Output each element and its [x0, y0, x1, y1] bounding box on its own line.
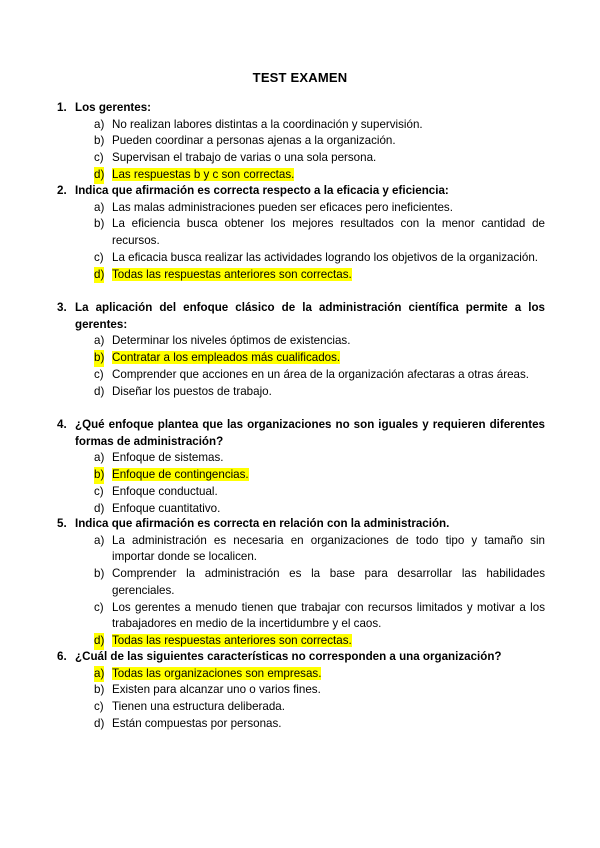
- option-list: [57, 666, 545, 733]
- option-item: [94, 566, 545, 599]
- option-letter: d): [94, 633, 104, 650]
- option-text: Contratar a los empleados más cualificados.: [112, 351, 341, 365]
- option-item: [94, 682, 545, 699]
- option-letter: a): [94, 666, 104, 683]
- option-item: [94, 200, 545, 217]
- option-text: La eficacia busca realizar las actividades logrando los objetivos de la organización.: [112, 250, 538, 264]
- option-item: [94, 367, 545, 384]
- option-item: [94, 250, 545, 267]
- option-item: [94, 501, 545, 518]
- option-item: [94, 333, 545, 350]
- option-text: Existen para alcanzar uno o varios fines.: [112, 683, 321, 697]
- question-number: 3.: [57, 301, 67, 314]
- option-list: [57, 200, 545, 284]
- option-item: [94, 216, 545, 249]
- question-number: 4.: [57, 418, 67, 431]
- option-item-highlighted: [94, 467, 545, 484]
- question-4: [57, 417, 545, 517]
- option-text: Comprender la administración es la base para desarrollar las habilidades gerenciales.: [112, 567, 545, 597]
- option-text: Los gerentes a menudo tienen que trabajar con recursos limitados y motivar a los trabajadores en medio de la incertidumbre y el caos.: [112, 600, 545, 631]
- option-letter: d): [94, 267, 104, 284]
- option-letter: b): [94, 134, 105, 148]
- option-letter: c): [94, 367, 104, 381]
- option-text: Todas las organizaciones son empresas.: [112, 666, 322, 680]
- option-letter: b): [94, 217, 105, 231]
- option-item: [94, 716, 545, 733]
- option-letter: a): [94, 533, 105, 547]
- option-text: Enfoque cuantitativo.: [112, 501, 221, 515]
- option-text: Las respuestas b y c son correctas.: [112, 167, 295, 181]
- question-text: La aplicación del enfoque clásico de la administración científica permite a los gerentes:: [75, 301, 545, 331]
- option-text: No realizan labores distintas a la coordinación y supervisión.: [112, 117, 423, 131]
- option-list: [57, 533, 545, 650]
- option-letter: c): [94, 700, 104, 714]
- option-letter: a): [94, 200, 105, 214]
- option-item-highlighted: [94, 167, 545, 184]
- option-text: Diseñar los puestos de trabajo.: [112, 384, 272, 398]
- option-item: [94, 150, 545, 167]
- option-letter: a): [94, 117, 105, 131]
- option-item: [94, 600, 545, 633]
- option-letter: d): [94, 716, 105, 730]
- option-text: La administración es necesaria en organizaciones de todo tipo y tamaño sin importar donde se localicen.: [112, 533, 545, 564]
- question-5: [57, 516, 545, 650]
- option-letter: b): [94, 467, 104, 484]
- option-letter: b): [94, 567, 105, 581]
- option-letter: d): [94, 501, 105, 515]
- option-item: [94, 450, 545, 467]
- option-text: Pueden coordinar a personas ajenas a la organización.: [112, 134, 396, 148]
- option-letter: d): [94, 167, 104, 184]
- option-letter: a): [94, 451, 105, 465]
- question-number: 5.: [57, 517, 67, 530]
- question-3: [57, 300, 545, 400]
- option-letter: b): [94, 350, 104, 367]
- option-item-highlighted: [94, 267, 545, 284]
- question-number: 2.: [57, 184, 67, 197]
- question-2: [57, 183, 545, 283]
- option-item: [94, 484, 545, 501]
- option-item: [94, 384, 545, 401]
- page-title: TEST EXAMEN: [252, 70, 348, 85]
- option-text: Las malas administraciones pueden ser eficaces pero ineficientes.: [112, 200, 453, 214]
- question-text: ¿Qué enfoque plantea que las organizaciones no son iguales y requieren diferentes formas de administración?: [75, 418, 545, 448]
- question-text: Indica que afirmación es correcta en relación con la administración.: [75, 517, 450, 530]
- option-item-highlighted: [94, 633, 545, 650]
- option-text: Están compuestas por personas.: [112, 716, 282, 730]
- option-text: Tienen una estructura deliberada.: [112, 700, 285, 714]
- option-text: Todas las respuestas anteriores son correctas.: [112, 267, 352, 281]
- option-letter: d): [94, 384, 105, 398]
- option-item: [94, 117, 545, 134]
- question-text: ¿Cuál de las siguientes características no corresponden a una organización?: [75, 650, 502, 663]
- question-number: 1.: [57, 101, 67, 114]
- question-number: 6.: [57, 650, 67, 663]
- question-text: Indica que afirmación es correcta respecto a la eficacia y eficiencia:: [75, 184, 449, 197]
- question-text: Los gerentes:: [75, 101, 152, 114]
- question-1: [57, 100, 545, 184]
- option-text: Todas las respuestas anteriores son correctas.: [112, 633, 352, 647]
- option-item-highlighted: [94, 350, 545, 367]
- option-item: [94, 533, 545, 566]
- option-letter: a): [94, 334, 105, 348]
- option-text: Comprender que acciones en un área de la organización afectaras a otras áreas.: [112, 367, 529, 381]
- option-text: Determinar los niveles óptimos de existencias.: [112, 334, 351, 348]
- question-6: [57, 649, 545, 733]
- option-item: [94, 133, 545, 150]
- option-letter: c): [94, 484, 104, 498]
- option-letter: c): [94, 250, 104, 264]
- option-list: [57, 117, 545, 184]
- option-item-highlighted: [94, 666, 545, 683]
- option-list: [57, 450, 545, 517]
- option-letter: c): [94, 600, 104, 614]
- option-letter: b): [94, 683, 105, 697]
- option-text: Supervisan el trabajo de varias o una sola persona.: [112, 151, 377, 165]
- option-item: [94, 699, 545, 716]
- option-list: [57, 333, 545, 400]
- option-letter: c): [94, 151, 104, 165]
- option-text: Enfoque conductual.: [112, 484, 218, 498]
- option-text: Enfoque de sistemas.: [112, 451, 224, 465]
- option-text: Enfoque de contingencias.: [112, 468, 249, 482]
- option-text: La eficiencia busca obtener los mejores resultados con la menor cantidad de recursos.: [112, 217, 545, 248]
